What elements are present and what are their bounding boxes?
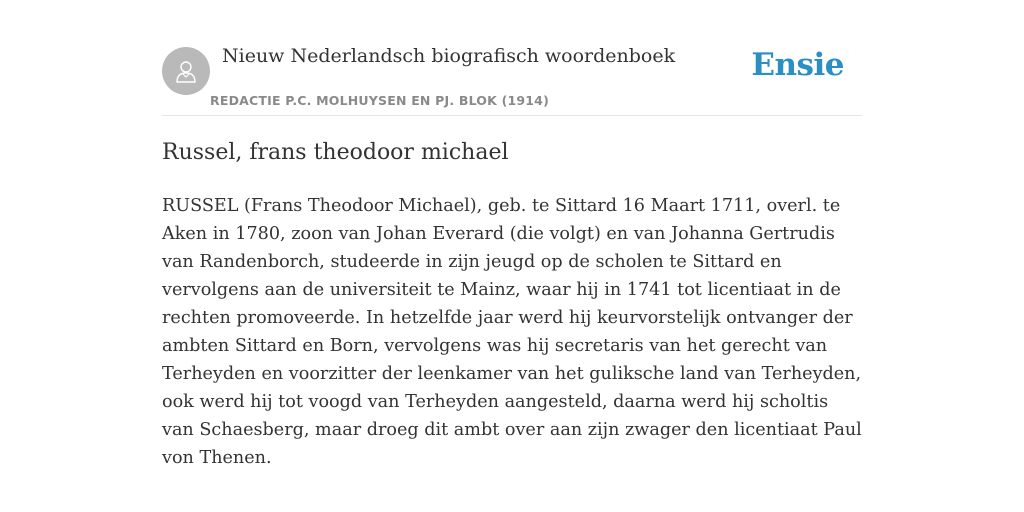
book-header <box>162 0 862 116</box>
user-silhouette-icon <box>173 58 199 84</box>
entry-body: RUSSEL (Frans Theodoor Michael), geb. te Sittard 16 Maart 1711, overl. te Aken in 1780, zoon van Johan Everard (die volgt) en van Johanna Gertrudis van Randenborch, studeerde in zijn jeugd op de scholen te Sittard en vervolgens aan de universiteit te Mainz, waar hij in 1741 tot licentiaat in de rechten promoveerde. In hetzelfde jaar werd hij keurvorstelijk ontvanger der ambten Sittard en Born, vervolgens was hij secretaris van het gerecht van Terheyden en voorzitter der leenkamer van het guliksche land van Terheyden, ook werd hij tot voogd van Terheyden aangesteld, daarna werd hij scholtis van Schaesberg, maar droeg dit ambt over aan zijn zwager den licentiaat Paul von Thenen. <box>162 196 862 468</box>
avatar[interactable] <box>162 47 210 95</box>
entry-title: Russel, frans theodoor michael <box>162 140 509 165</box>
page-container <box>162 0 862 468</box>
book-title[interactable]: Nieuw Nederlandsch biografisch woordenboek <box>222 45 676 67</box>
book-credit: REDACTIE P.C. MOLHUYSEN EN PJ. BLOK (1914) <box>210 93 549 108</box>
brand-logo[interactable]: Ensie <box>751 47 844 83</box>
